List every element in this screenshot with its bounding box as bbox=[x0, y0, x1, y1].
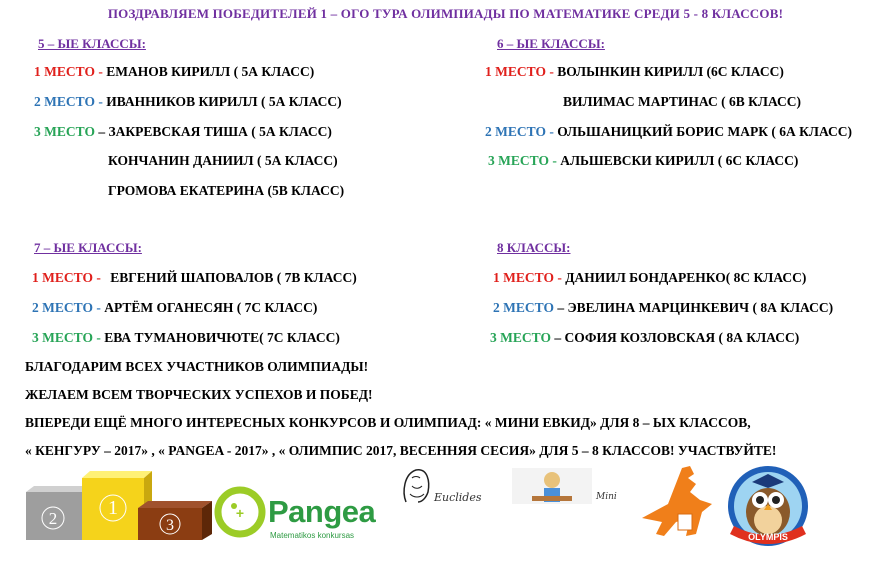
group-7-heading: 7 – ЫЕ КЛАССЫ: bbox=[34, 240, 142, 255]
place-label: 3 МЕСТО bbox=[34, 124, 95, 139]
podium-logo bbox=[26, 468, 218, 544]
separator: – bbox=[553, 300, 568, 315]
separator: - bbox=[548, 153, 561, 168]
olympis-logo-text: OLYMPIS bbox=[748, 532, 788, 542]
group-8-heading: 8 КЛАССЫ: bbox=[497, 240, 571, 255]
olympis-owl-logo-icon bbox=[722, 460, 814, 552]
winner-name: КОНЧАНИН ДАНИИЛ ( 5А КЛАСС) bbox=[108, 153, 338, 168]
winner-row bbox=[32, 330, 340, 346]
winner-row bbox=[32, 270, 357, 286]
wishes-line: ЖЕЛАЕМ ВСЕМ ТВОРЧЕСКИХ УСПЕХОВ И ПОБЕД! bbox=[25, 387, 373, 402]
euclid-portrait-icon bbox=[398, 464, 434, 504]
winner-row bbox=[34, 64, 314, 80]
separator: - bbox=[92, 300, 105, 315]
place-label: 1 МЕСТО bbox=[493, 270, 554, 285]
winner-name: ЗАКРЕВСКАЯ ТИША ( 5А КЛАСС) bbox=[108, 124, 332, 139]
pangea-emblem-icon bbox=[214, 486, 266, 538]
podium-first: 1 bbox=[108, 497, 118, 519]
separator: – bbox=[94, 124, 109, 139]
winner-name: ДАНИИЛ БОНДАРЕНКО( 8С КЛАСС) bbox=[565, 270, 807, 285]
place-label: 3 МЕСТО bbox=[488, 153, 549, 168]
place-label: 2 МЕСТО bbox=[493, 300, 554, 315]
mini-cartoon-icon bbox=[512, 468, 592, 504]
winner-name: ЕМАНОВ КИРИЛЛ ( 5А КЛАСС) bbox=[106, 64, 315, 79]
winner-name: АРТЁМ ОГАНЕСЯН ( 7С КЛАСС) bbox=[104, 300, 318, 315]
podium-second: 2 bbox=[48, 509, 58, 528]
place-label: 1 МЕСТО bbox=[34, 64, 95, 79]
winner-name: ИВАННИКОВ КИРИЛЛ ( 5А КЛАСС) bbox=[106, 94, 342, 109]
winner-row bbox=[493, 270, 806, 286]
separator: – bbox=[550, 330, 565, 345]
mini-logo-text: Mini bbox=[596, 492, 617, 502]
place-label: 2 МЕСТО bbox=[32, 300, 93, 315]
place-label: 2 МЕСТО bbox=[34, 94, 95, 109]
winner-name: АЛЬШЕВСКИ КИРИЛЛ ( 6С КЛАСС) bbox=[560, 153, 799, 168]
place-label: 1 МЕСТО bbox=[32, 270, 93, 285]
winner-row bbox=[32, 300, 317, 316]
winner-name: ВОЛЫНКИН КИРИЛЛ (6С КЛАСС) bbox=[557, 64, 784, 79]
separator: - bbox=[94, 64, 107, 79]
place-label: 3 МЕСТО bbox=[32, 330, 93, 345]
pangea-logo-text: Pangea bbox=[268, 494, 376, 529]
euclides-logo-text: Euclides bbox=[434, 491, 482, 504]
thanks-line: БЛАГОДАРИМ ВСЕХ УЧАСТНИКОВ ОЛИМПИАДЫ! bbox=[25, 359, 369, 374]
separator: - bbox=[92, 270, 105, 285]
winner-name: СОФИЯ КОЗЛОВСКАЯ ( 8А КЛАСС) bbox=[564, 330, 800, 345]
svg-text:+: + bbox=[235, 505, 245, 521]
podium-third: 3 bbox=[166, 517, 174, 534]
separator: - bbox=[92, 330, 105, 345]
upcoming-line: ВПЕРЕДИ ЕЩЁ МНОГО ИНТЕРЕСНЫХ КОНКУРСОВ И ОЛИМПИАД: « МИНИ ЕВКИД» ДЛЯ 8 – ЫХ КЛАССОВ, bbox=[25, 415, 751, 430]
winner-name: ЭВЕЛИНА МАРЦИНКЕВИЧ ( 8А КЛАСС) bbox=[567, 300, 834, 315]
place-label: 3 МЕСТО bbox=[490, 330, 551, 345]
place-label: 1 МЕСТО bbox=[485, 64, 546, 79]
winner-row bbox=[34, 124, 332, 140]
separator: - bbox=[545, 64, 558, 79]
contests-line: « КЕНГУРУ – 2017» , « PANGEA - 2017» , « ОЛИМПИС 2017, ВЕСЕННЯЯ СЕСИЯ» ДЛЯ 5 – 8 КЛАССОВ! УЧАСТВУЙТЕ! bbox=[25, 443, 777, 458]
separator: - bbox=[545, 124, 558, 139]
winner-name: ЕВГЕНИЙ ШАПОВАЛОВ ( 7В КЛАСС) bbox=[110, 270, 357, 285]
winner-name: ЕВА ТУМАНОВИЧЮТЕ( 7С КЛАСС) bbox=[104, 330, 340, 345]
separator: - bbox=[553, 270, 566, 285]
group-6-heading: 6 – ЫЕ КЛАССЫ: bbox=[497, 36, 605, 51]
winner-row bbox=[493, 300, 833, 316]
winner-row bbox=[488, 153, 798, 169]
winner-name: ГРОМОВА ЕКАТЕРИНА (5В КЛАСС) bbox=[108, 183, 345, 198]
winner-row bbox=[485, 124, 852, 140]
separator: - bbox=[94, 94, 107, 109]
winner-row bbox=[490, 330, 799, 346]
page-title: ПОЗДРАВЛЯЕМ ПОБЕДИТЕЛЕЙ 1 – ОГО ТУРА ОЛИМПИАДЫ ПО МАТЕМАТИКЕ СРЕДИ 5 - 8 КЛАССОВ! bbox=[107, 6, 784, 21]
group-5-heading: 5 – ЫЕ КЛАССЫ: bbox=[38, 36, 146, 51]
winner-name: ВИЛИМАС МАРТИНАС ( 6В КЛАСС) bbox=[563, 94, 802, 109]
winner-row bbox=[34, 94, 342, 110]
place-label: 2 МЕСТО bbox=[485, 124, 546, 139]
winner-row bbox=[485, 64, 784, 80]
kangaroo-logo-icon bbox=[638, 462, 720, 542]
winner-name: ОЛЬШАНИЦКИЙ БОРИС МАРК ( 6А КЛАСС) bbox=[557, 124, 853, 139]
pangea-subtitle: Matematikos konkursas bbox=[270, 531, 355, 540]
